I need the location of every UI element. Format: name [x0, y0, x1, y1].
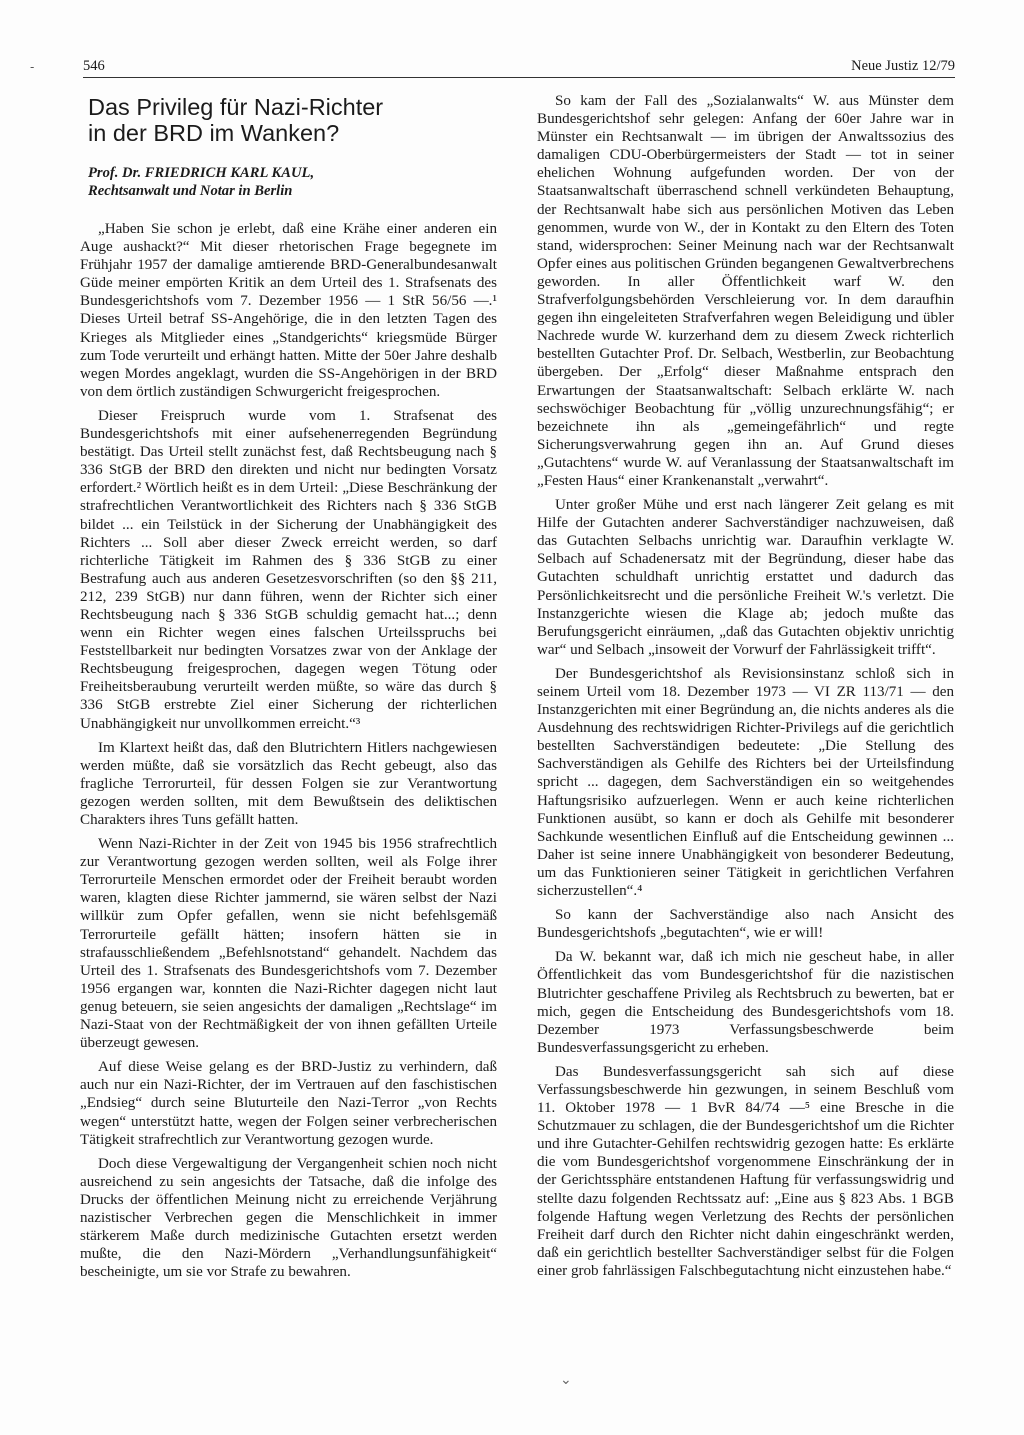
paragraph: Im Klartext heißt das, daß den Blutrichtern Hitlers nachgewiesen werden müßte, daß sie vorsätzlich das Recht gebeugt, also das fragliche Terrorurteil, für dessen Folgen sie zur Verantwortung gezogen werden sollten, mit dem Bewußtsein des deliktischen Charakters ihres Tuns gefällt hatten. [80, 739, 497, 828]
paragraph: So kann der Sachverständige also nach Ansicht des Bundesgerichtshofs „begutachten“, wie er will! [537, 907, 954, 942]
paragraph: Wenn Nazi-Richter in der Zeit von 1945 bis 1956 strafrechtlich zur Verantwortung gezogen werden sollten, weil als Folge ihrer Terrorurteile Menschen ermordet oder der Freiheit beraubt worden waren, klagten diese Richter jammernd, sie wären selbst der Nazi willkür zum Opfer gefallen, wenn sie nicht befehlsgemäß Terrorurteile gefällt hätten; insofern hätten sie in strafausschließendem „Befehlsnotstand“ gehandelt. Nachdem das Urteil des 1. Strafsenats des Bundesgerichtshofs vom 7. Dezember 1956 ergangen war, konnten die Nazi-Richter dagegen nicht laut genug beteuern, sie seien angesichts der damaligen „Rechtslage“ im Nazi-Staat von der Rechtmäßigkeit der von ihnen gefällten Urteile überzeugt gewesen. [80, 836, 497, 1052]
title-line-1: Das Privileg für Nazi-Richter [88, 94, 384, 120]
right-column [537, 92, 954, 1286]
left-column [80, 92, 497, 1287]
paragraph: Auf diese Weise gelang es der BRD-Justiz zu verhindern, daß auch nur ein Nazi-Richter, der im Vertrauen auf den faschistischen „Endsieg“ durch seine Bluturteile den Nazi-Terror „von Rechts wegen“ unterstützt hatte, wegen der Folgen seiner verbrecherischen Tätigkeit strafrechtlich zur Verantwortung gezogen wurde. [80, 1059, 497, 1148]
paragraph: Der Bundesgerichtshof als Revisionsinstanz schloß sich in seinem Urteil vom 18. Dezember 1973 — VI ZR 113/71 — den Instanzgerichten mit einer Begründung an, die nichts anderes als die Ausdehnung des rechtswidrigen Richter-Privilegs auf die gerichtlich bestellten Sachverständigen bedeutete: „Die Stellung des Sachverständigen als Gehilfe des Richters bei der Urteilsfindung spricht ... dagegen, dem Sachverständigen ein so weitgehendes Haftungsrisiko aufzuerlegen. Wenn er auch keine richterlichen Funktionen ausübt, so kann er doch als Gehilfe mit besonderer Sachkunde wesentlichen Einfluß auf die Entscheidung gewinnen ... Daher ist seine innere Unabhängigkeit von besonderer Bedeutung, um das Funktionieren seiner Tätigkeit in gerichtlichen Verfahren sicherzustellen“.⁴ [537, 665, 954, 900]
running-head [83, 58, 955, 75]
header-rule [83, 77, 955, 78]
paragraph: Unter großer Mühe und erst nach längerer Zeit gelang es mit Hilfe der Gutachten anderer Sachverständiger nachzuweisen, daß das Gutachten Selbachs unrichtig war. Daraufhin verklagte W. Selbach auf Schadenersatz mit der Begründung, dieser habe das Gutachten schuldhaft unrichtig erstattet und dadurch das Persönlichkeitsrecht und die persönliche Freiheit W.'s verletzt. Die Instanzgerichte wiesen die Klage ab; jedoch mußte das Berufungsgericht einräumen, „daß das Gutachten objektiv unrichtig war“ und Selbach „insoweit der Vorwurf der Fahrlässigkeit trifft“. [537, 497, 954, 658]
paragraph: Da W. bekannt war, daß ich mich nie gescheut habe, in aller Öffentlichkeit das vom Bundesgerichtshof für die nazistischen Blutrichter geschaffene Privileg als Rechtsbruch zu bewerten, bat er mich, gegen die Entscheidung des Bundesgerichtshofs vom 18. Dezember 1973 Verfassungsbeschwerde beim Bundesverfassungsgericht zu erheben. [537, 949, 954, 1056]
paragraph: „Haben Sie schon je erlebt, daß eine Krähe einer anderen ein Auge aushackt?“ Mit dieser rhetorischen Frage begegnete im Frühjahr 1957 der damalige amtierende BRD-Generalbundesanwalt Güde meiner empörten Kritik an dem Urteil des 1. Strafsenats des Bundesgerichtshofs vom 7. Dezember 1956 — 1 StR 56/56 —.¹ Dieses Urteil betraf SS-Angehörige, die in den letzten Tagen des Krieges als Mitglieder eines „Standgerichts“ kriegsmüde Bürger zum Tode verurteilt und erhängt hatten. Mitte der 50er Jahre deshalb wegen Mordes angeklagt, wurden die SS-Angehörigen in der BRD von dem örtlich zuständigen Schwurgericht freigesprochen. [80, 221, 497, 400]
article-title [88, 94, 497, 146]
title-line-2: in der BRD im Wanken? [88, 120, 340, 146]
scan-mark: ⌄ [560, 1372, 572, 1388]
paragraph: Dieser Freispruch wurde vom 1. Strafsenat des Bundesgerichtshofs mit einer aufsehenerregenden Begründung bestätigt. Das Urteil stellt zunächst fest, daß Rechtsbeugung nach § 336 StGB der BRD den direkten und nicht nur bedingten Vorsatz erfordert.² Wörtlich heißt es in dem Urteil: „Diese Beschränkung der strafrechtlichen Verantwortlichkeit des Richters nach § 336 StGB bildet ... ein Teilstück in der Sicherung der Unabhängigkeit des Richters ... Soll aber dieser Zweck erreicht werden, so darf richterliche Tätigkeit im Rahmen des § 336 StGB zu einer Bestrafung auch aus anderen Gesetzesvorschriften (so den §§ 211, 212, 239 StGB) nur dann führen, wenn der Richter sich einer Rechtsbeugung nach § 336 StGB schuldig gemacht hat...; denn wenn ein Richter wegen eines falschen Urteilsspruchs bei Feststellbarkeit nur bedingten Vorsatzes zwar von der Anklage der Rechtsbeugung freigesprochen, dagegen wegen Tötung oder Freiheitsberaubung verurteilt werden müßte, so wäre das durch § 336 StGB erstrebte Ziel einer Sicherung der richterlichen Unabhängigkeit nur unvollkommen erreicht.“³ [80, 407, 497, 732]
paragraph: Das Bundesverfassungsgericht sah sich auf diese Verfassungsbeschwerde hin gezwungen, in seinem Beschluß vom 11. Oktober 1978 — 1 BvR 84/74 —⁵ eine Bresche in die Schutzmauer zu schlagen, die der Bundesgerichtshof um die Richter und ihre Gutachter-Gehilfen rechtswidrig gezogen hatte: Es erklärte die vom Bundesgerichtshof vorgenommene Einschränkung der in der Gerichtssphäre entstandenen Haftung für verfassungswidrig und stellte dazu folgenden Rechtssatz auf: „Eine aus § 823 Abs. 1 BGB folgende Haftung wegen Verletzung des Rechts der persönlichen Freiheit darf durch den Richter nicht dahin eingeschränkt werden, daß ein gerichtlich bestellter Sachverständiger selbst für die Folgen einer grob fahrlässigen Falschbegutachtung nicht einzustehen habe.“ [537, 1063, 954, 1279]
journal-issue: Neue Justiz 12/79 [851, 58, 955, 74]
author-byline [88, 164, 497, 200]
page-number: 546 [83, 58, 105, 74]
author-affiliation: Rechtsanwalt und Notar in Berlin [88, 183, 293, 199]
paragraph: Doch diese Vergewaltigung der Vergangenheit schien noch nicht ausreichend zu sein angesichts der Tatsache, daß die infolge des Drucks der öffentlichen Meinung nicht zu erreichende Verjährung nazistischer Verbrechen gegen die Menschlichkeit in immer stärkerem Maße durch medizinische Gutachten ersetzt werden mußte, die den Nazi-Mördern „Verhandlungsunfähigkeit“ bescheinigte, um sie vor Strafe zu bewahren. [80, 1155, 497, 1281]
author-name: Prof. Dr. FRIEDRICH KARL KAUL, [88, 165, 315, 181]
paragraph: So kam der Fall des „Sozialanwalts“ W. aus Münster dem Bundesgerichtshof sehr gelegen: Anfang der 60er Jahre war in Münster ein Rechtsanwalt — im übrigen der Anwaltssozius des damaligen CDU-Oberbürgermeisters der Stadt — tot in seiner ehelichen Wohnung aufgefunden worden. Der von der Staatsanwaltschaft überraschend schnell verkündeten Behauptung, der Rechtsanwalt habe sich aus persönlichen Motiven das Leben genommen, wurde von W., der in Kontakt zu den Eltern des Toten stand, widersprochen: Seiner Meinung nach war der Rechtsanwalt Opfer eines aus politischen Gründen begangenen Gewaltverbrechens geworden. In aller Öffentlichkeit warf W. den Strafverfolgungsbehörden Verschleierung vor. In dem daraufhin gegen ihn eingeleiteten Strafverfahren wegen Beleidigung und übler Nachrede wurde W. kurzerhand dem zu diesem Zweck richterlich bestellten Gutachter Prof. Dr. Selbach, Westberlin, zur Beobachtung übergeben. Der „Erfolg“ dieser Maßnahme entsprach den Erwartungen der Staatsanwaltschaft: Selbach erklärte W. nach sechswöchiger Beobachtung für „völlig unzurechnungsfähig“; er bezeichnete ihn als „gemeingefährlich“ und regte Sicherungsverwahrung gegen ihn an. Auf Grund dieses „Gutachtens“ wurde W. auf Veranlassung der Staatsanwaltschaft im „Festen Haus“ einer Krankenanstalt „verwahrt“. [537, 93, 954, 489]
margin-mark: - [30, 60, 35, 74]
